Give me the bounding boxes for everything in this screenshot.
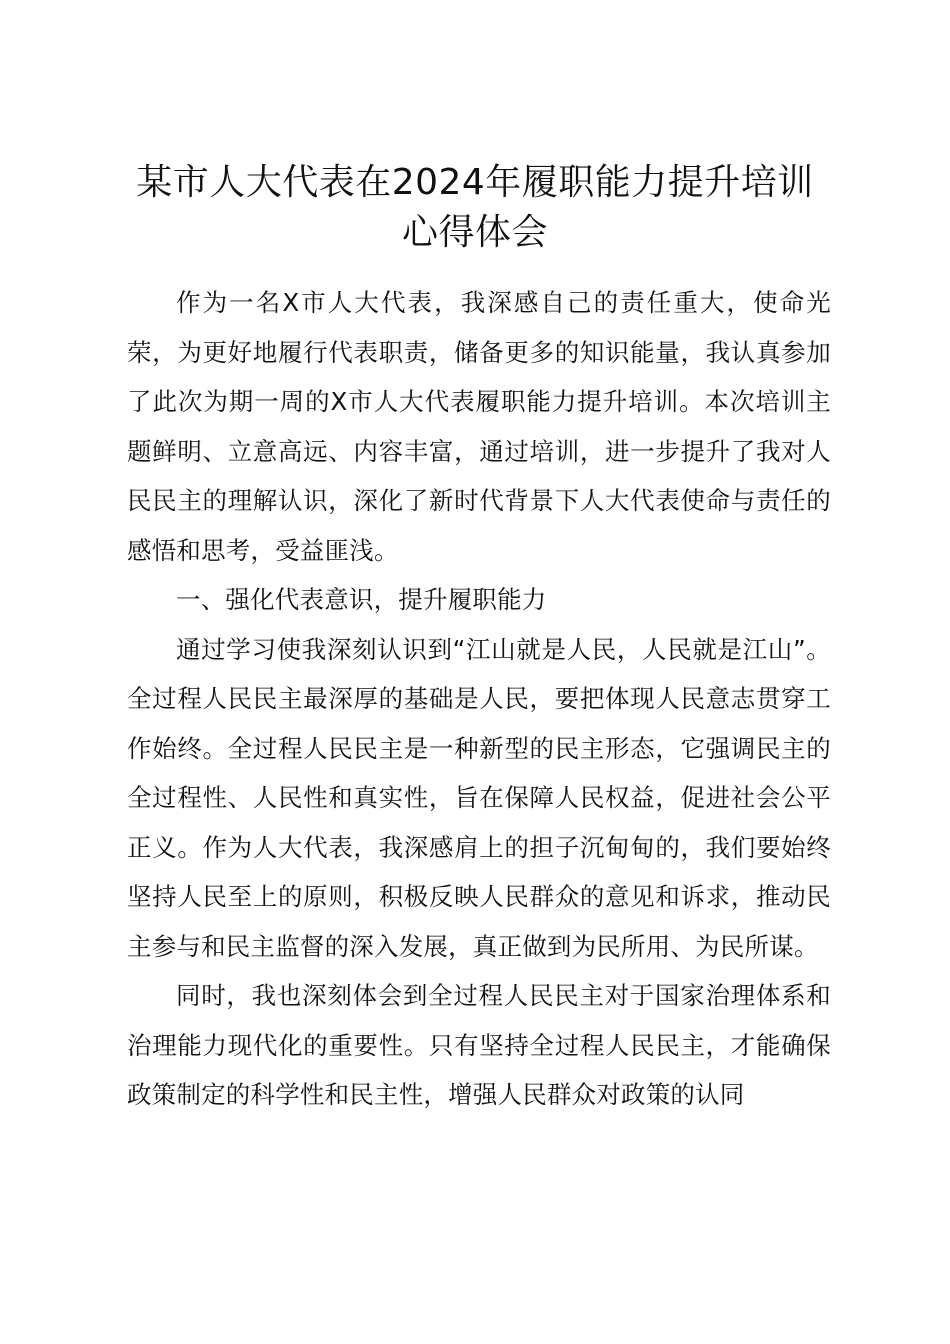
paragraph-section-1: 通过学习使我深刻认识到“江山就是人民，人民就是江山”。全过程人民民主最深厚的基础是人民，要把体现人民意志贯穿工作始终。全过程人民民主是一种新型的民主形态，它强调民主的全过程性、人民性和真实性，旨在保障人民权益，促进社会公平正义。作为人大代表，我深感肩上的担子沉甸甸的，我们要始终坚持人民至上的原则，积极反映人民群众的意见和诉求，推动民主参与和民主监督的深入发展，真正做到为民所用、为民所谋。 — [127, 634, 831, 961]
paragraph-intro: 作为一名X市人大代表，我深感自己的责任重大，使命光荣，为更好地履行代表职责，储备更多的知识能量，我认真参加了此次为期一周的X市人大代表履职能力提升培训。本次培训主题鲜明、立意高远、内容丰富，通过培训，进一步提升了我对人民民主的理解认识，深化了新时代背景下人大代表使命与责任的感悟和思考，受益匪浅。 — [127, 288, 831, 565]
document-body — [127, 278, 831, 1120]
section-heading-1: 一、强化代表意识，提升履职能力 — [176, 585, 547, 614]
paragraph-section-1-continued: 同时，我也深刻体会到全过程人民民主对于国家治理体系和治理能力现代化的重要性。只有坚持全过程人民民主，才能确保政策制定的科学性和民主性，增强人民群众对政策的认同 — [127, 981, 831, 1109]
document-title: 某市人大代表在2024年履职能力提升培训心得体会 — [136, 162, 814, 253]
